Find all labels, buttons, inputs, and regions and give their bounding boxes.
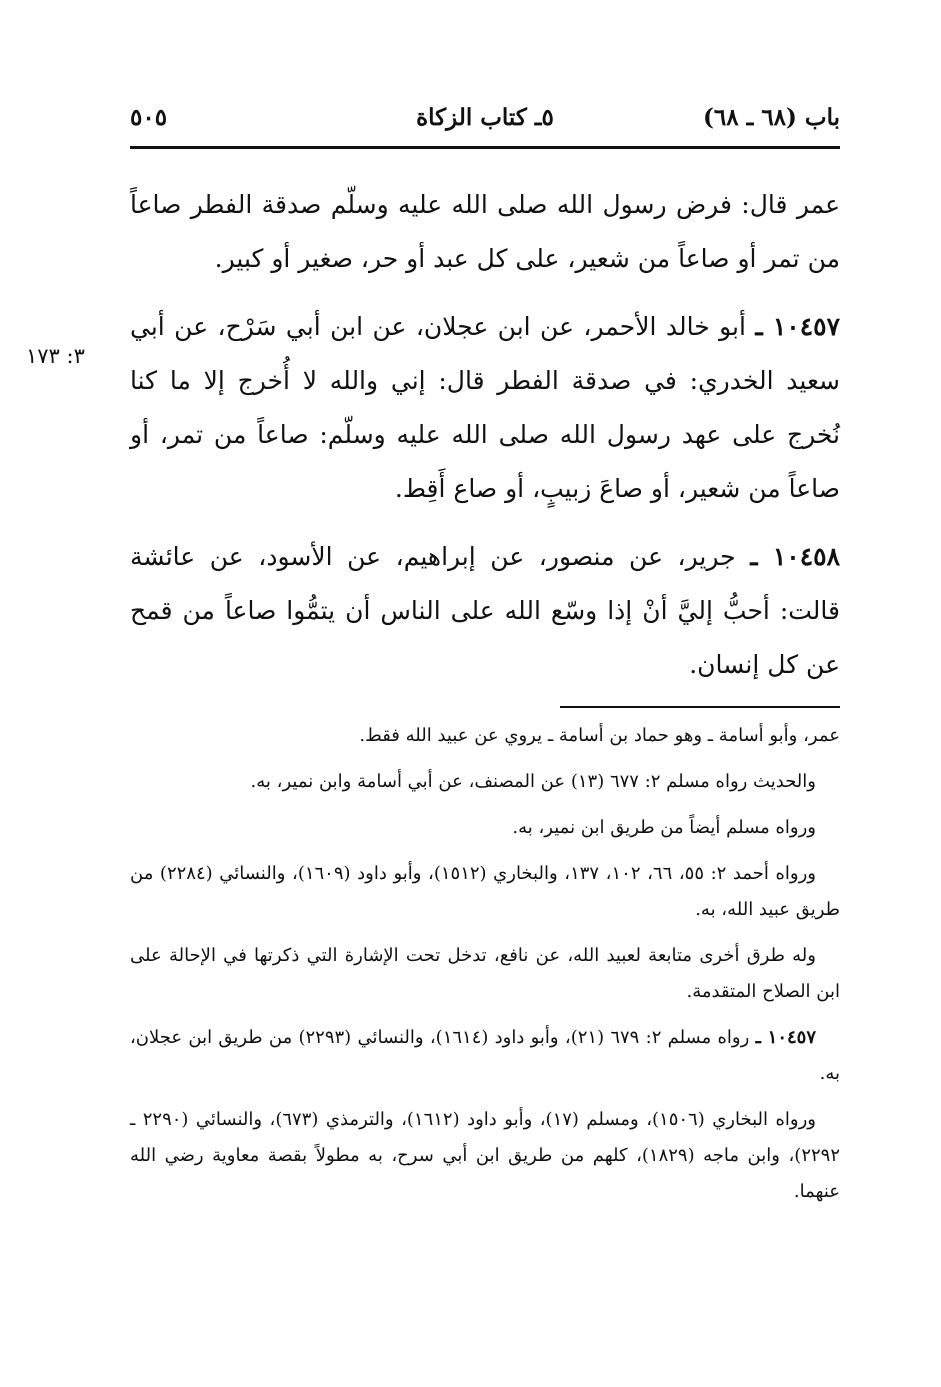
footnote-paragraph: ورواه مسلم أيضاً من طريق ابن نمير، به. — [512, 817, 816, 838]
footnote-paragraph: عمر، وأبو أسامة ـ وهو حماد بن أسامة ـ يروي عن عبيد الله فقط. — [359, 725, 840, 746]
footnote-paragraph: والحديث رواه مسلم ٢: ٦٧٧ (١٣) عن المصنف، عن أبي أسامة وابن نمير، به. — [250, 771, 816, 792]
footnote-paragraph: وله طرق أخرى متابعة لعبيد الله، عن نافع، تدخل تحت الإشارة التي ذكرتها في الإحالة على ابن الصلاح المتقدمة. — [130, 945, 840, 1002]
hadith-text: أبو خالد الأحمر، عن ابن عجلان، عن ابن أبي سَرْح، عن أبي سعيد الخدري: في صدقة الفطر قال: إني والله لا أُخرج إلا ما كنا نُخرج على عهد رسول الله صلى الله عليه وسلّم: صاعاً من تمر، أو صاعاً من شعير، أو صاعَ زبيبٍ، أو صاع أَقِط. — [130, 312, 840, 503]
hadith-10458 — [130, 530, 840, 692]
header-rule — [130, 146, 840, 149]
footnote-number: ١٠٤٥٧ ـ — [755, 1027, 817, 1048]
main-text — [130, 178, 840, 706]
chapter-range: باب (٦٨ ـ ٦٨) — [702, 104, 840, 131]
footnote-rule — [560, 706, 840, 708]
margin-reference: ٣: ١٧٣ — [26, 344, 85, 368]
hadith-10457 — [130, 300, 840, 516]
hadith-number: ١٠٤٥٨ ـ — [750, 542, 840, 571]
footnote-hadith-10457 — [130, 1020, 840, 1092]
footnote-paragraph: ورواه البخاري (١٥٠٦)، ومسلم (١٧)، وأبو داود (١٦١٢)، والترمذي (٦٧٣)، والنسائي (٢٢٩٠ ـ ٢٢٩٢)، وابن ماجه (١٨٢٩)، كلهم من طريق ابن أبي سرح، به مطولاً بقصة معاوية رضي الله عنهما. — [130, 1109, 840, 1202]
book-title: ٥ـ كتاب الزكاة — [416, 104, 554, 131]
footnote-text: رواه مسلم ٢: ٦٧٩ (٢١)، وأبو داود (١٦١٤)، والنسائي (٢٢٩٣) من طريق ابن عجلان، به. — [130, 1027, 840, 1084]
page-number: ٥٠٥ — [130, 104, 168, 131]
footnotes — [130, 718, 840, 1220]
hadith-text: جرير، عن منصور، عن إبراهيم، عن الأسود، عن عائشة قالت: أحبُّ إليَّ أنْ إذا وسّع الله على الناس أن يتمُّوا صاعاً من قمح عن كل إنسان. — [130, 542, 840, 679]
page-header — [130, 100, 840, 144]
hadith-number: ١٠٤٥٧ ـ — [755, 312, 840, 341]
main-paragraph-continuation: عمر قال: فرض رسول الله صلى الله عليه وسلّم صدقة الفطر صاعاً من تمر أو صاعاً من شعير، على كل عبد أو حر، صغير أو كبير. — [130, 190, 840, 273]
footnote-paragraph: ورواه أحمد ٢: ٥٥، ٦٦، ١٠٢، ١٣٧، والبخاري (١٥١٢)، وأبو داود (١٦٠٩)، والنسائي (٢٢٨٤) من طريق عبيد الله، به. — [130, 863, 840, 920]
